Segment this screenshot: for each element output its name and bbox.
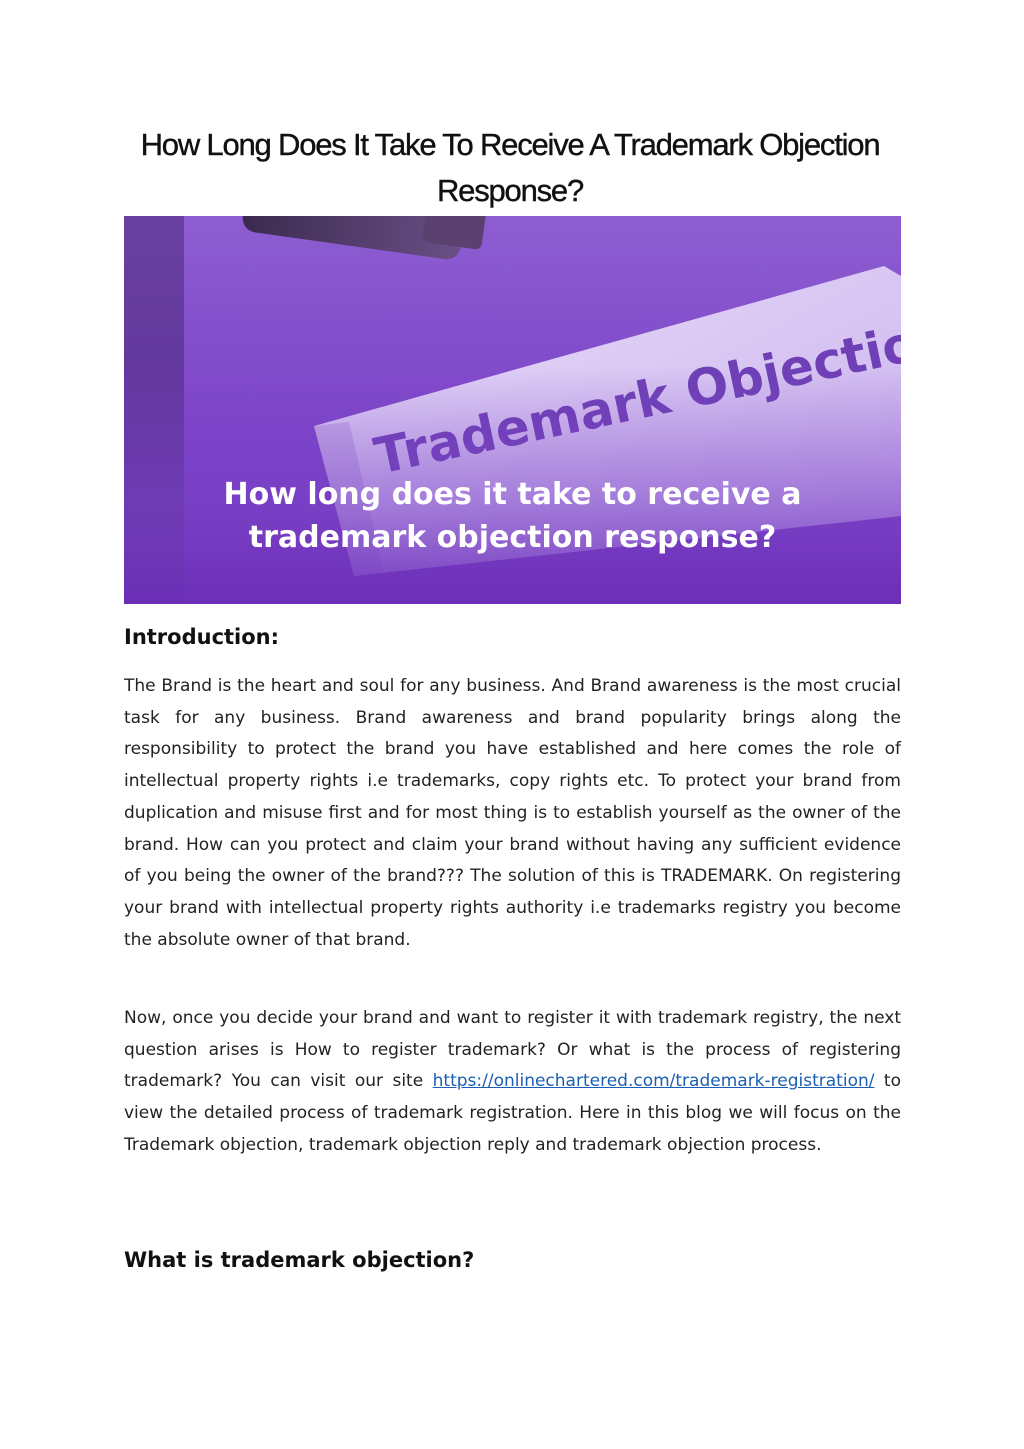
hero-caption-line-2: trademark objection response? (248, 520, 777, 555)
section-heading: What is trademark objection? (124, 1248, 475, 1272)
hero-image (124, 216, 901, 604)
introduction-heading: Introduction: (124, 625, 280, 649)
page-title: How Long Does It Take To Receive A Trademark Objection Response? (140, 127, 880, 208)
trademark-registration-link[interactable]: https://onlinechartered.com/trademark-registration/ (432, 1071, 875, 1092)
intro-paragraph: The Brand is the heart and soul for any business. And Brand awareness is the most crucial task for any business. Brand awareness and brand popularity brings along the responsibility to protect the brand you have established and here comes the role of intellectual property rights i.e trademarks, copy rights etc. To protect your brand from duplication and misuse first and for most thing is to establish yourself as the owner of the brand. How can you protect and claim your brand without having any sufficient evidence of you being the owner of the brand??? The solution of this is TRADEMARK. On registering your brand with intellectual property rights authority i.e trademarks registry you become the absolute owner of that brand. (124, 676, 901, 950)
hero-caption (124, 473, 901, 559)
hero-caption-line-1: How long does it take to receive a (223, 477, 802, 512)
registration-paragraph (124, 1003, 901, 1162)
paragraph-text-after-link: to view the detailed process of trademark registration. Here in this blog we will focus on the Trademark objection, trademark objection reply and trademark objection process. (124, 1071, 901, 1155)
paragraph-text-before-link: Now, once you decide your brand and want to register it with trademark registry, the next question arises is How to register trademark? Or what is the process of registering trademark? You can visit our site (124, 1008, 901, 1092)
